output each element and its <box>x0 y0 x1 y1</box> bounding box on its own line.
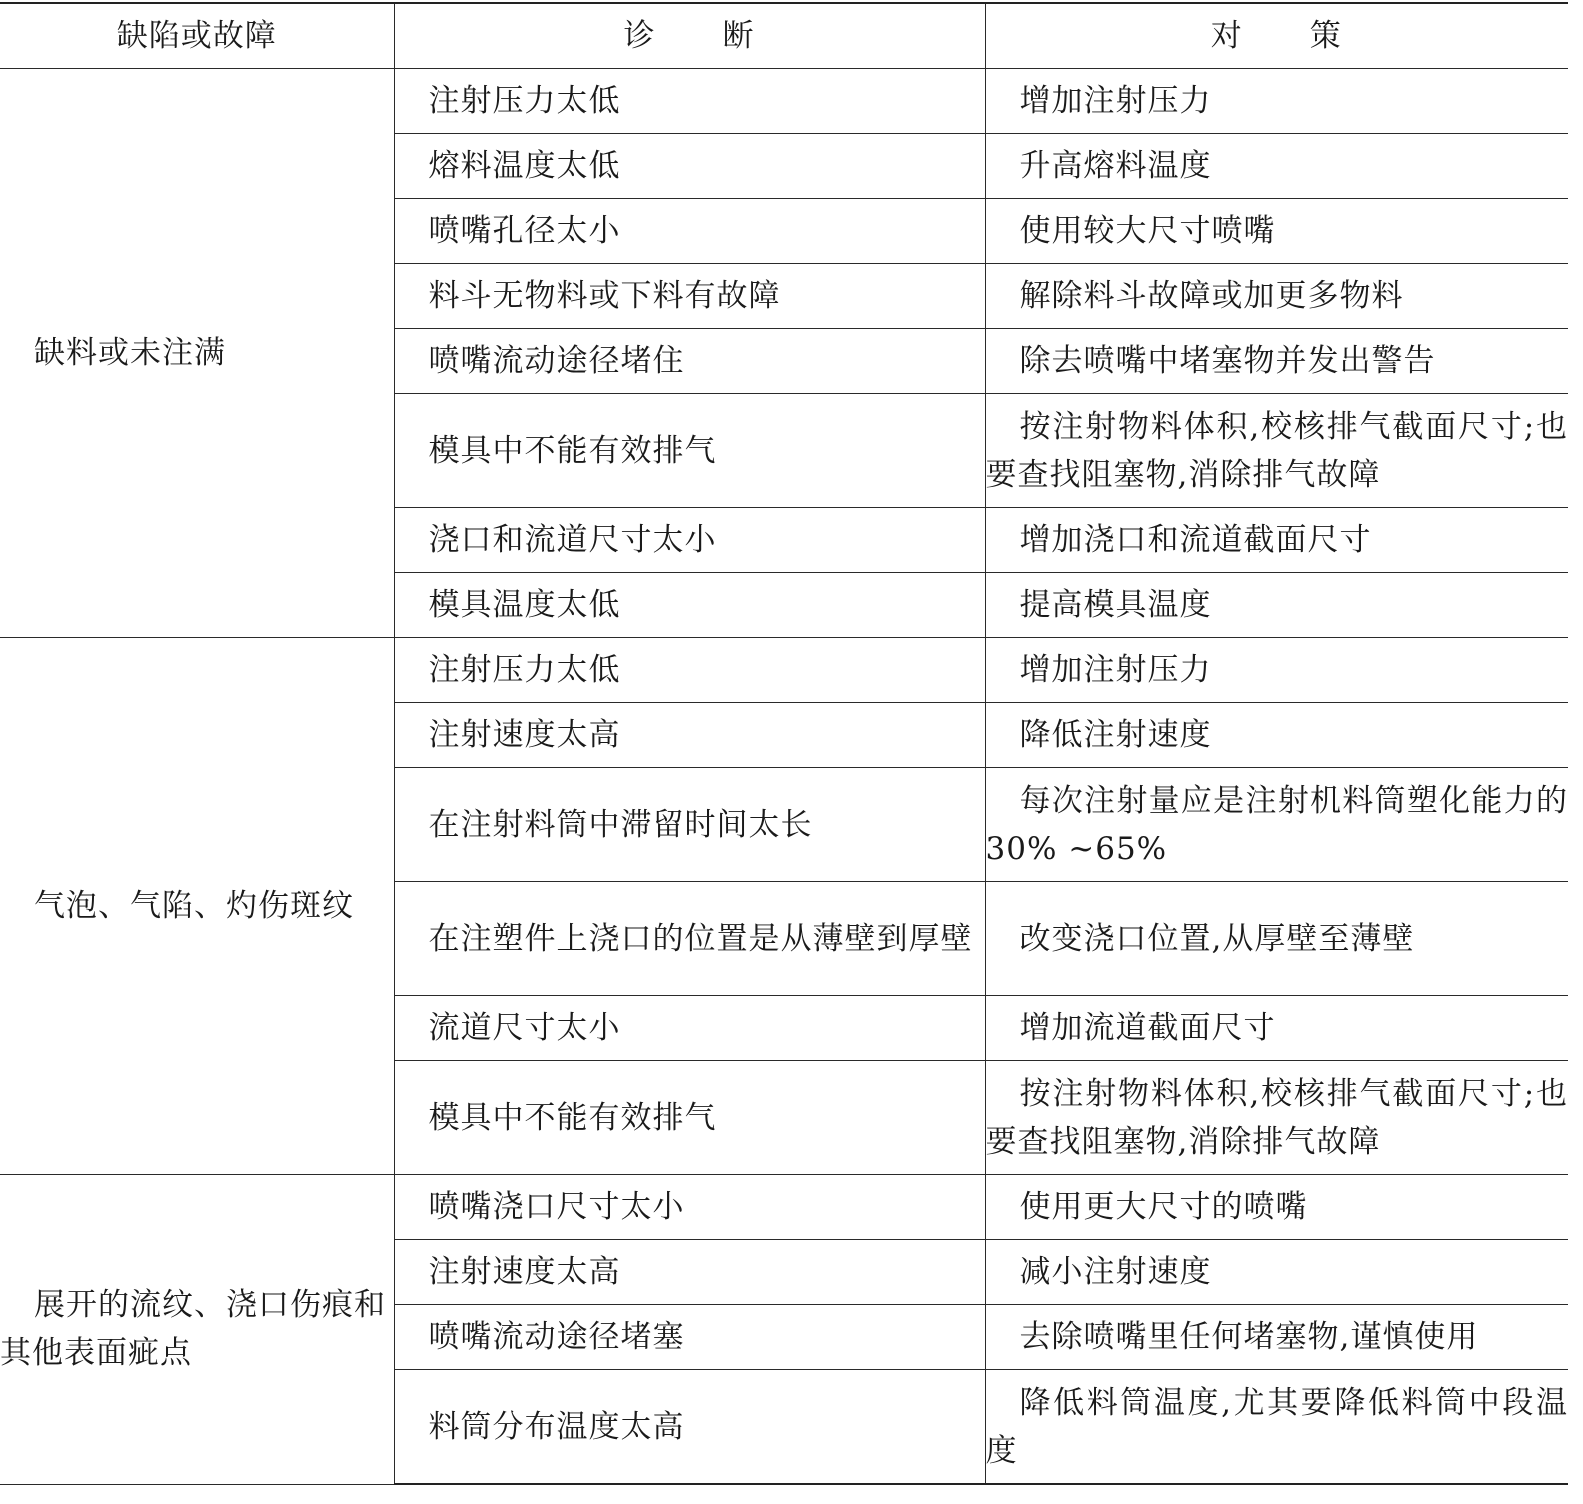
diagnosis-cell: 料斗无物料或下料有故障 <box>394 264 985 329</box>
measure-cell: 升高熔料温度 <box>985 134 1568 199</box>
header-diagnosis: 诊 断 <box>394 3 985 69</box>
measure-cell: 提高模具温度 <box>985 573 1568 638</box>
measure-cell: 增加注射压力 <box>985 69 1568 134</box>
measure-cell: 去除喷嘴里任何堵塞物,谨慎使用 <box>985 1305 1568 1370</box>
table-row <box>0 638 1568 703</box>
diagnosis-cell: 熔料温度太低 <box>394 134 985 199</box>
measure-cell: 增加注射压力 <box>985 638 1568 703</box>
header-measure: 对 策 <box>985 3 1568 69</box>
diagnosis-cell: 模具中不能有效排气 <box>394 1061 985 1175</box>
diagnosis-cell: 注射压力太低 <box>394 638 985 703</box>
measure-cell: 增加流道截面尺寸 <box>985 996 1568 1061</box>
diagnosis-cell: 在注塑件上浇口的位置是从薄壁到厚壁 <box>394 882 985 996</box>
diagnosis-cell: 喷嘴浇口尺寸太小 <box>394 1175 985 1240</box>
diagnosis-cell: 喷嘴流动途径堵塞 <box>394 1305 985 1370</box>
diagnosis-cell: 喷嘴孔径太小 <box>394 199 985 264</box>
measure-cell: 减小注射速度 <box>985 1240 1568 1305</box>
diagnosis-cell: 在注射料筒中滞留时间太长 <box>394 768 985 882</box>
defect-cell: 缺料或未注满 <box>0 69 394 638</box>
measure-cell: 解除料斗故障或加更多物料 <box>985 264 1568 329</box>
diagnosis-cell: 注射速度太高 <box>394 1240 985 1305</box>
table-header-row <box>0 3 1568 69</box>
measure-cell: 改变浇口位置,从厚壁至薄壁 <box>985 882 1568 996</box>
table-row <box>0 69 1568 134</box>
measure-cell: 每次注射量应是注射机料筒塑化能力的30% ~65% <box>985 768 1568 882</box>
measure-cell: 使用更大尺寸的喷嘴 <box>985 1175 1568 1240</box>
measure-cell: 除去喷嘴中堵塞物并发出警告 <box>985 329 1568 394</box>
measure-cell: 增加浇口和流道截面尺寸 <box>985 508 1568 573</box>
diagnosis-cell: 料筒分布温度太高 <box>394 1370 985 1485</box>
defect-cell: 展开的流纹、浇口伤痕和其他表面疵点 <box>0 1175 394 1485</box>
measure-cell: 按注射物料体积,校核排气截面尺寸;也要查找阻塞物,消除排气故障 <box>985 1061 1568 1175</box>
diagnosis-cell: 浇口和流道尺寸太小 <box>394 508 985 573</box>
measure-cell: 降低注射速度 <box>985 703 1568 768</box>
defect-cell: 气泡、气陷、灼伤斑纹 <box>0 638 394 1175</box>
diagnosis-cell: 喷嘴流动途径堵住 <box>394 329 985 394</box>
diagnosis-cell: 模具温度太低 <box>394 573 985 638</box>
diagnosis-cell: 流道尺寸太小 <box>394 996 985 1061</box>
diagnosis-cell: 注射压力太低 <box>394 69 985 134</box>
measure-cell: 降低料筒温度,尤其要降低料筒中段温度 <box>985 1370 1568 1485</box>
measure-cell: 使用较大尺寸喷嘴 <box>985 199 1568 264</box>
fault-diagnosis-table <box>0 2 1568 1485</box>
diagnosis-cell: 模具中不能有效排气 <box>394 394 985 508</box>
measure-cell: 按注射物料体积,校核排气截面尺寸;也要查找阻塞物,消除排气故障 <box>985 394 1568 508</box>
table-row <box>0 1175 1568 1240</box>
header-defect: 缺陷或故障 <box>0 3 394 69</box>
diagnosis-cell: 注射速度太高 <box>394 703 985 768</box>
